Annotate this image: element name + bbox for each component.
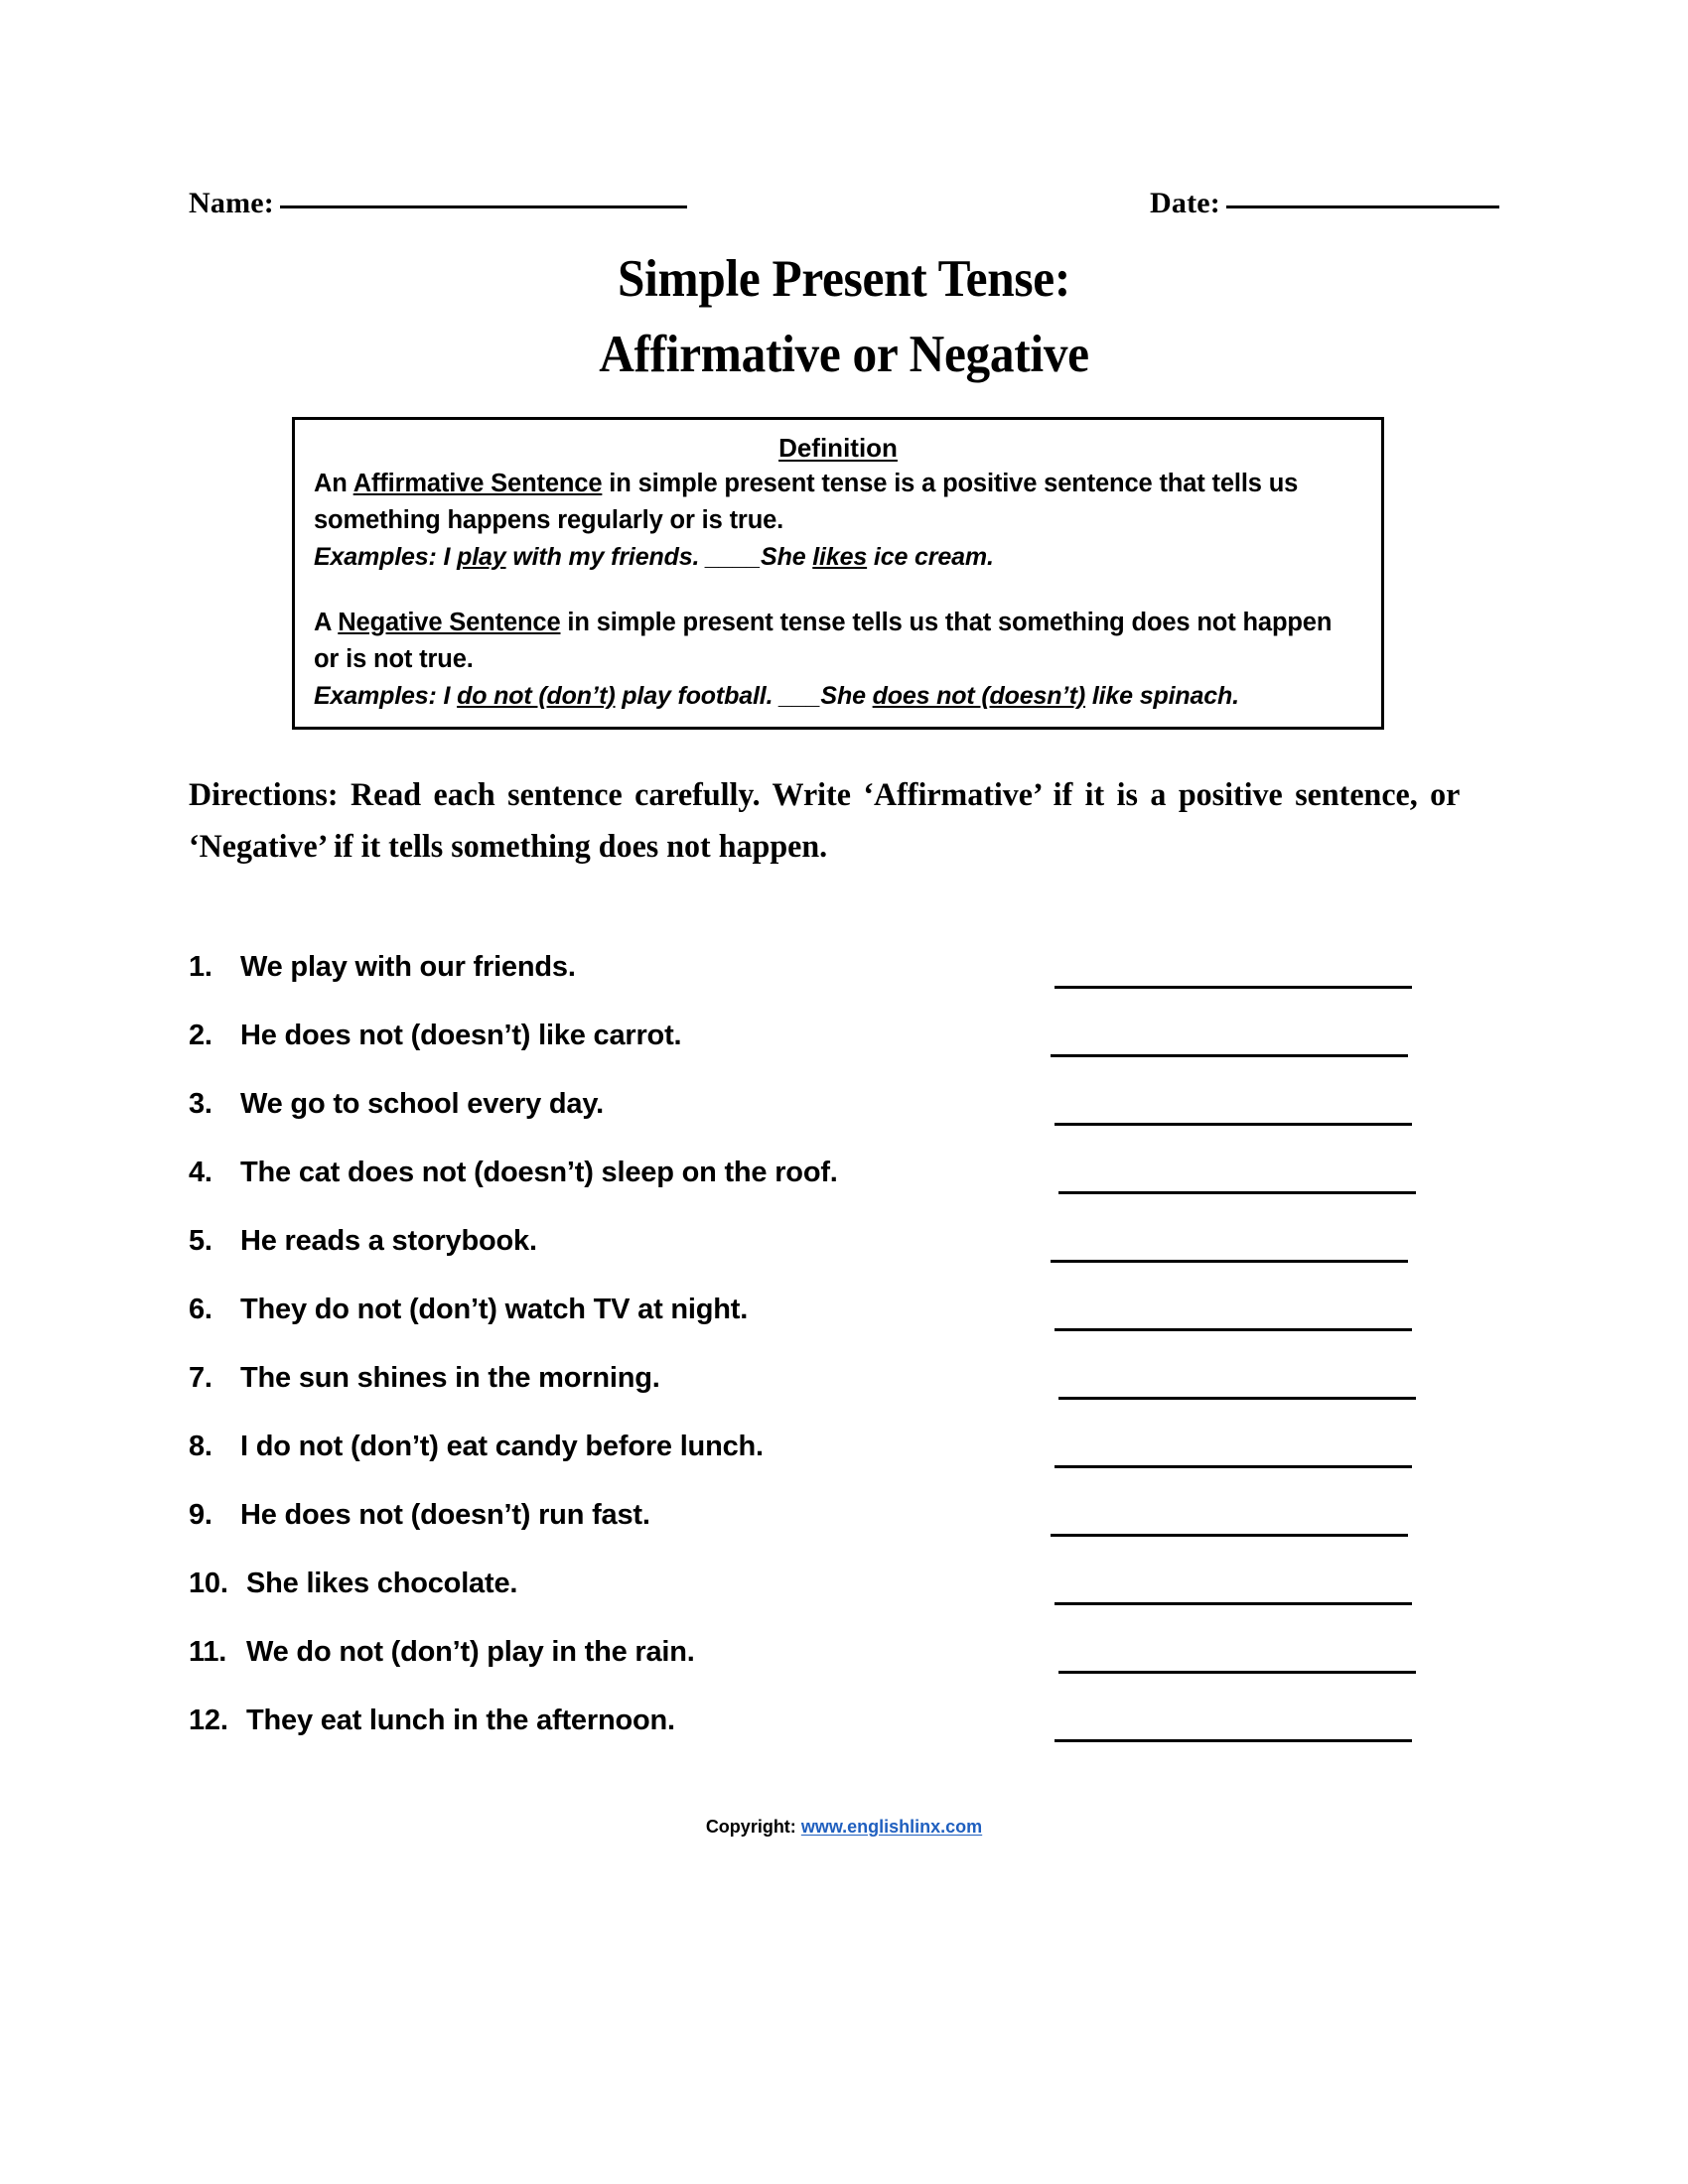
affirmative-example-rest-2: ice cream. xyxy=(867,543,994,571)
copyright-label: Copyright: xyxy=(705,1817,801,1837)
question-number: 1. xyxy=(189,951,212,983)
definition-heading: Definition xyxy=(778,433,898,463)
affirmative-example-rest-1: with my friends. ____She xyxy=(505,543,813,571)
title-line-1: Simple Present Tense: xyxy=(617,250,1071,308)
affirmative-definition xyxy=(314,466,1362,539)
answer-blank[interactable] xyxy=(1055,1465,1412,1468)
question-row xyxy=(189,933,1499,1002)
date-field-group xyxy=(1150,187,1499,220)
affirmative-examples-label: Examples: I xyxy=(314,543,458,571)
negative-lead: A xyxy=(314,609,339,636)
answer-blank[interactable] xyxy=(1055,1602,1412,1605)
question-number: 8. xyxy=(189,1431,212,1462)
question-row xyxy=(189,1413,1499,1481)
answer-blank[interactable] xyxy=(1055,1123,1412,1126)
copyright-footer xyxy=(0,1817,1688,1838)
question-number: 6. xyxy=(189,1294,212,1325)
question-text: The sun shines in the morning. xyxy=(240,1362,660,1394)
definition-box xyxy=(292,417,1384,730)
question-text: He does not (doesn’t) run fast. xyxy=(240,1499,650,1531)
negative-examples xyxy=(314,678,1362,714)
question-text: I do not (don’t) eat candy before lunch. xyxy=(240,1431,764,1462)
answer-blank[interactable] xyxy=(1058,1397,1416,1400)
question-text: The cat does not (doesn’t) sleep on the roof. xyxy=(240,1157,838,1188)
answer-blank[interactable] xyxy=(1058,1191,1416,1194)
directions-text: Directions: Read each sentence carefully. Write ‘Affirmative’ if it is a positive sentence, or ‘Negative’ if it tells something does not happen. xyxy=(189,777,1461,865)
name-field-group xyxy=(189,187,687,220)
answer-blank[interactable] xyxy=(1058,1671,1416,1674)
question-number: 4. xyxy=(189,1157,212,1188)
question-number: 10. xyxy=(189,1568,228,1599)
negative-example-rest-2: like spinach. xyxy=(1085,682,1239,710)
negative-examples-label: Examples: I xyxy=(314,682,458,710)
question-number: 5. xyxy=(189,1225,212,1257)
question-row xyxy=(189,1070,1499,1139)
question-row xyxy=(189,1344,1499,1413)
question-row xyxy=(189,1481,1499,1550)
affirmative-lead: An xyxy=(314,470,353,497)
answer-blank[interactable] xyxy=(1055,1739,1412,1742)
question-row xyxy=(189,1276,1499,1344)
name-write-line[interactable] xyxy=(280,205,687,208)
question-list xyxy=(189,933,1499,1755)
copyright-link[interactable]: www.englishlinx.com xyxy=(800,1817,983,1837)
question-text: They eat lunch in the afternoon. xyxy=(246,1705,675,1736)
question-number: 3. xyxy=(189,1088,212,1120)
question-row xyxy=(189,1207,1499,1276)
name-label: Name: xyxy=(189,187,274,219)
affirmative-example-verb-2: likes xyxy=(812,543,868,571)
question-row xyxy=(189,1002,1499,1070)
page-title xyxy=(0,241,1688,392)
date-write-line[interactable] xyxy=(1226,205,1499,208)
negative-example-verb-1: do not (don’t) xyxy=(457,682,616,710)
question-text: We play with our friends. xyxy=(240,951,576,983)
header-fields xyxy=(189,187,1499,220)
negative-rest: in simple present tense tells us that something does not happen or is not true. xyxy=(314,609,1333,673)
question-text: He does not (doesn’t) like carrot. xyxy=(240,1020,682,1051)
question-row xyxy=(189,1550,1499,1618)
answer-blank[interactable] xyxy=(1051,1534,1408,1537)
negative-example-rest-1: play football. ___She xyxy=(615,682,873,710)
question-number: 12. xyxy=(189,1705,228,1736)
question-number: 11. xyxy=(189,1636,227,1668)
question-number: 9. xyxy=(189,1499,212,1531)
answer-blank[interactable] xyxy=(1055,986,1412,989)
question-text: We do not (don’t) play in the rain. xyxy=(246,1636,695,1668)
answer-blank[interactable] xyxy=(1055,1328,1412,1331)
question-text: We go to school every day. xyxy=(240,1088,604,1120)
question-text: He reads a storybook. xyxy=(240,1225,537,1257)
title-line-2: Affirmative or Negative xyxy=(599,326,1089,383)
affirmative-term: Affirmative Sentence xyxy=(352,470,603,497)
date-label: Date: xyxy=(1150,187,1220,219)
affirmative-example-verb-1: play xyxy=(457,543,506,571)
question-row xyxy=(189,1687,1499,1755)
affirmative-examples xyxy=(314,539,1362,575)
question-row xyxy=(189,1618,1499,1687)
answer-blank[interactable] xyxy=(1051,1260,1408,1263)
question-text: They do not (don’t) watch TV at night. xyxy=(240,1294,749,1325)
question-number: 7. xyxy=(189,1362,212,1394)
negative-definition xyxy=(314,605,1362,678)
question-row xyxy=(189,1139,1499,1207)
question-number: 2. xyxy=(189,1020,212,1051)
definition-spacer xyxy=(314,575,1362,605)
question-text: She likes chocolate. xyxy=(246,1568,518,1599)
negative-term: Negative Sentence xyxy=(338,609,561,636)
affirmative-rest: in simple present tense is a positive sentence that tells us something happens regularly or is true. xyxy=(314,470,1299,534)
negative-example-verb-2: does not (doesn’t) xyxy=(872,682,1086,710)
answer-blank[interactable] xyxy=(1051,1054,1408,1057)
